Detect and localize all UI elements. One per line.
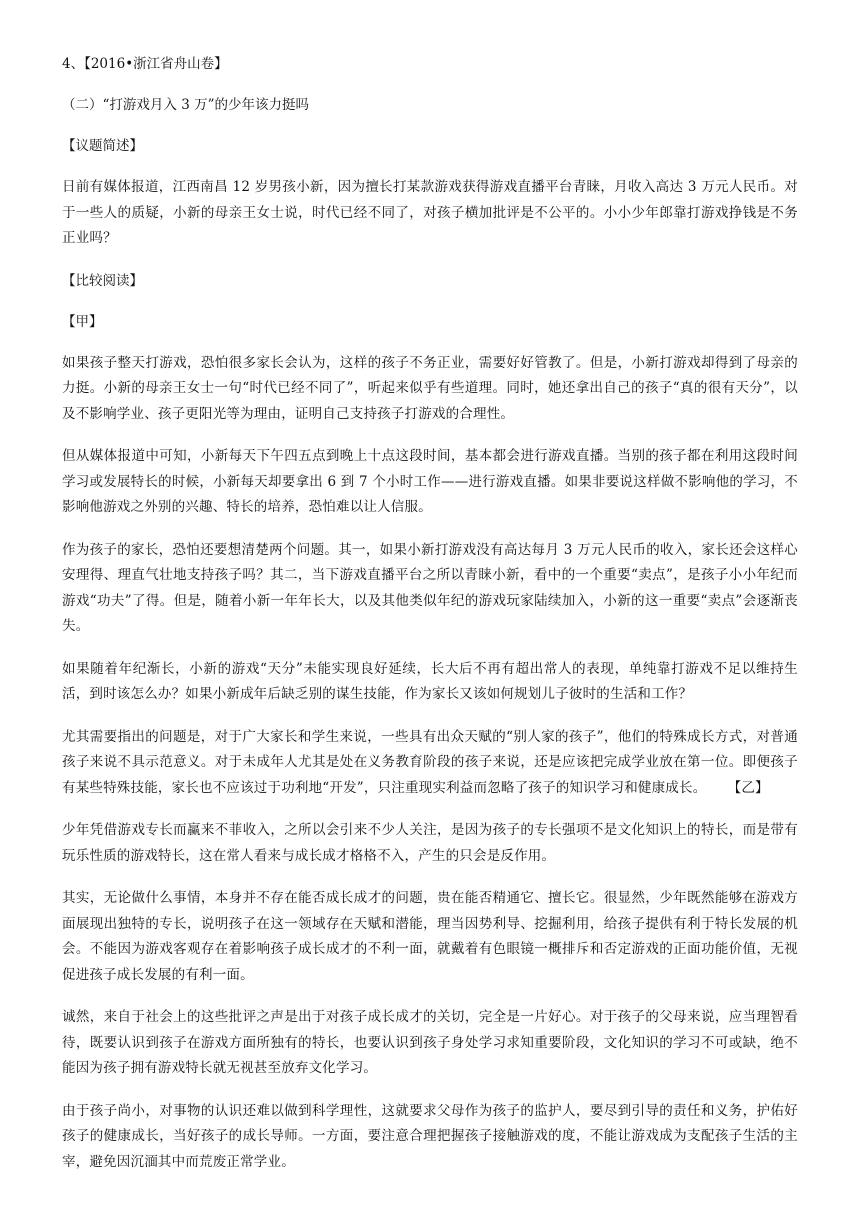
yi-paragraph-2: 其实，无论做什么事情，本身并不存在能否成长成才的问题，贵在能否精通它、擅长它。很显然，少年既然能够在游戏方面展现出独特的专长，说明孩子在这一领域存在天赋和潜能，理当因势利导、挖掘利用，给孩子提供有利于特长发展的机会。不能因为游戏客观存在着影响孩子成长成才的不利一面，就戴着有色眼镜一概排斥和否定游戏的正面功能价值，无视促进孩子成长发展的有利一面。 (62, 890, 798, 983)
jia-label: 【甲】 (62, 313, 103, 330)
jia-paragraph-4: 如果随着年纪渐长，小新的游戏“天分”未能实现良好延续，长大后不再有超出常人的表现，单纯靠打游戏不足以维持生活，到时该怎么办？如果小新成年后缺乏别的谋生技能，作为家长又该如何规划儿子彼时的生活和工作？ (62, 660, 798, 702)
yi-paragraph-1: 少年凭借游戏专长而赢来不菲收入，之所以会引来不少人关注，是因为孩子的专长强项不是文化知识上的特长，而是带有玩乐性质的游戏特长，这在常人看来与成长成才格格不入，产生的只会是反作用。 (62, 822, 798, 864)
compare-label: 【比较阅读】 (62, 272, 143, 289)
jia-paragraph-2: 但从媒体报道中可知，小新每天下午四五点到晚上十点这段时间，基本都会进行游戏直播。当别的孩子都在利用这段时间学习或发展特长的时候，小新每天却要拿出 6 到 7 个小时工作——进行游戏直播。如果非要说这样做不影响他的学习，不影响他游戏之外别的兴趣、特长的培养，恐怕难以让人信服。 (62, 448, 798, 515)
question-number: 4、【2016•浙江省舟山卷】 (62, 56, 228, 72)
jia-paragraph-3: 作为孩子的家长，恐怕还要想清楚两个问题。其一，如果小新打游戏没有高达每月 3 万元人民币的收入，家长还会这样心安理得、理直气壮地支持孩子吗？其二，当下游戏直播平台之所以青睐小新，看中的一个重要“卖点”，是孩子小小年纪而游戏“功夫”了得。但是，随着小新一年年长大，以及其他类似年纪的游戏玩家陆续加入，小新的这一重要“卖点”会逐渐丧失。 (62, 541, 798, 634)
jia-paragraph-1: 如果孩子整天打游戏，恐怕很多家长会认为，这样的孩子不务正业，需要好好管教了。但是，小新打游戏却得到了母亲的力挺。小新的母亲王女士一句“时代已经不同了”，听起来似乎有些道理。同时，她还拿出自己的孩子“真的很有天分”，以及不影响学业、孩子更阳光等为理由，证明自己支持孩子打游戏的合理性。 (62, 354, 798, 422)
jia-paragraph-5-text: 尤其需要指出的问题是，对于广大家长和学生来说，一些具有出众天赋的“别人家的孩子”，他们的特殊成长方式，对普通孩子来说不具示范意义。对于未成年人尤其是处在义务教育阶段的孩子来说，还是应该把完成学业放在第一位。即便孩子有某些特殊技能，家长也不应该过于功利地“开发”，只注重现实利益而忽略了孩子的知识学习和健康成长。 (62, 728, 798, 796)
yi-paragraph-3: 诚然，来自于社会上的这些批评之声是出于对孩子成长成才的关切，完全是一片好心。对于孩子的父母来说，应当理智看待，既要认识到孩子在游戏方面所独有的特长，也要认识到孩子身处学习求知重要阶段，文化知识的学习不可或缺，绝不能因为孩子拥有游戏特长就无视甚至放弃文化学习。 (62, 1009, 798, 1076)
yi-label: 【乙】 (734, 779, 769, 796)
yi-paragraph-4: 由于孩子尚小，对事物的认识还难以做到科学理性，这就要求父母作为孩子的监护人，要尽到引导的责任和义务，护佑好孩子的健康成长，当好孩子的成长导师。一方面，要注意合理把握孩子接触游戏的度，不能让游戏成为支配孩子生活的主宰，避免因沉湎其中而荒废正常学业。 (62, 1102, 798, 1170)
section-title: （二）“打游戏月入 3 万”的少年该力挺吗 (62, 97, 309, 113)
topic-paragraph: 日前有媒体报道，江西南昌 12 岁男孩小新，因为擅长打某款游戏获得游戏直播平台青睐，月收入高达 3 万元人民币。对于一些人的质疑，小新的母亲王女士说，时代已经不同了，对孩子横加批评是不公平的。小小少年郎靠打游戏挣钱是不务正业吗？ (62, 179, 798, 246)
topic-label: 【议题简述】 (62, 138, 143, 154)
jia-paragraph-5 (62, 725, 798, 802)
